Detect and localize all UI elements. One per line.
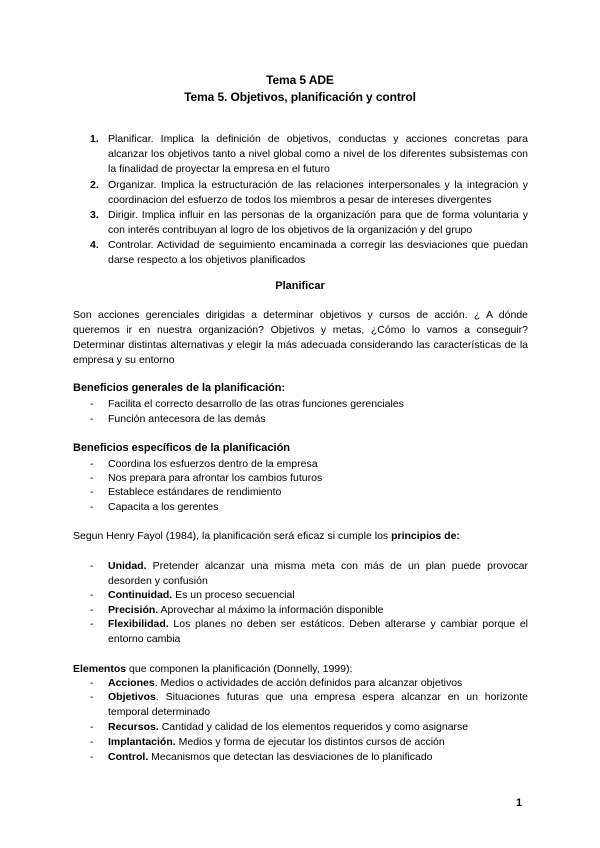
element-text: Medios y forma de ejecutar los distintos cursos de acción <box>175 736 445 748</box>
document-subtitle: Tema 5. Objetivos, planificación y control <box>184 90 416 104</box>
dash-bullet: - <box>90 413 94 425</box>
principle-text: Aprovechar al máximo la información disponible <box>158 604 384 616</box>
fayol-text: Segun Henry Fayol (1984), la planificación será eficaz si cumple los <box>73 530 392 542</box>
list-number: 2. <box>90 179 99 191</box>
list-text <box>108 603 528 618</box>
element-text: Cantidad y calidad de los elementos requeridos y como asignarse <box>158 721 469 733</box>
list-number: 1. <box>90 133 99 145</box>
dash-bullet: - <box>90 501 94 513</box>
list-text: Planificar. Implica la definición de objetivos, conductas y acciones concretas para alcanzar los objetivos tanto a nivel global como a nivel de los diferentes subsistemas con la finalidad de proyectar la empresa en el futuro <box>108 133 528 175</box>
list-text <box>108 588 528 603</box>
list-text: Capacita a los gerentes <box>108 501 219 513</box>
dash-bullet: - <box>90 751 94 763</box>
element-term: Control. <box>108 751 149 763</box>
dash-bullet: - <box>90 560 94 572</box>
element-term: Acciones <box>108 677 155 689</box>
dash-bullet: - <box>90 398 94 410</box>
list-text <box>108 559 528 589</box>
page-number: 1 <box>516 797 523 809</box>
document-title: Tema 5 ADE <box>266 73 334 87</box>
element-term: Objetivos <box>108 691 156 703</box>
list-number: 4. <box>90 239 99 251</box>
list-text: Controlar. Actividad de seguimiento encaminada a corregir las desviaciones que puedan darse respecto a los objetivos planificados <box>108 239 528 266</box>
principle-term: Precisión. <box>108 604 159 616</box>
list-number: 3. <box>90 209 99 221</box>
dash-bullet: - <box>90 618 94 630</box>
element-term: Implantación. <box>108 736 176 748</box>
dash-bullet: - <box>90 472 94 484</box>
principle-term: Flexibilidad. <box>108 618 169 630</box>
element-term: Recursos. <box>108 721 159 733</box>
list-text <box>108 720 528 735</box>
list-text <box>108 617 528 647</box>
list-text: Organizar. Implica la estructuración de las relaciones interpersonales y la integracion y coordinacion del esfuerzo de todos los miembros a pesar de intereses divergentes <box>108 179 528 206</box>
fayol-bold: principios de: <box>391 530 460 542</box>
fayol-paragraph <box>73 529 528 544</box>
dash-bullet: - <box>90 589 94 601</box>
dash-bullet: - <box>90 691 94 703</box>
dash-bullet: - <box>90 604 94 616</box>
dash-bullet: - <box>90 721 94 733</box>
dash-bullet: - <box>90 458 94 470</box>
list-text: Establece estándares de rendimiento <box>108 486 282 498</box>
list-text: Nos prepara para afrontar los cambios futuros <box>108 472 323 484</box>
dash-bullet: - <box>90 677 94 689</box>
list-text: Coordina los esfuerzos dentro de la empresa <box>108 458 318 470</box>
beneficios-especificos-heading: Beneficios específicos de la planificación <box>73 442 291 454</box>
principle-term: Unidad. <box>108 560 147 572</box>
beneficios-generales-heading: Beneficios generales de la planificación: <box>73 382 286 394</box>
list-text <box>108 690 528 720</box>
section-heading-planificar: Planificar <box>275 280 325 292</box>
element-text: . Situaciones futuras que una empresa espera alcanzar en un horizonte temporal determinado <box>108 691 528 718</box>
principle-text: Los planes no deben ser estáticos. Deben alterarse y cambiar porque el entorno cambia <box>108 618 528 645</box>
dash-bullet: - <box>90 736 94 748</box>
elementos-bold: Elementos <box>73 663 127 675</box>
element-text: Mecanismos que detectan las desviaciones de lo planificado <box>148 751 433 763</box>
principle-text: Pretender alcanzar una misma meta con más de un plan puede provocar desorden y confusión <box>108 560 528 587</box>
principle-text: Es un proceso secuencial <box>172 589 295 601</box>
list-text <box>108 676 528 691</box>
list-text <box>108 750 528 765</box>
dash-bullet: - <box>90 486 94 498</box>
elementos-text: que componen la planificación (Donnelly, 1999): <box>126 663 353 675</box>
element-text: . Medios o actividades de acción definidos para alcanzar objetivos <box>154 677 463 689</box>
elementos-paragraph <box>73 662 528 677</box>
list-text: Facilita el correcto desarrollo de las otras funciones gerenciales <box>108 398 404 410</box>
principle-term: Continuidad. <box>108 589 173 601</box>
planificar-intro: Son acciones gerenciales dirigidas a determinar objetivos y cursos de acción. ¿ A dónde queremos ir en nuestra organización? Objetivos y metas, ¿Cómo lo vamos a conseguir? Determinar distintas alternativas y elegir la más adecuada considerando las características de la empresa y su entorno <box>73 309 528 366</box>
list-text: Dirigir. Implica influir en las personas de la organización para que de forma voluntaria y con interés contribuyan al logro de los objetivos de la organización y del grupo <box>108 209 528 236</box>
list-text: Función antecesora de las demás <box>108 413 266 425</box>
list-text <box>108 735 528 750</box>
